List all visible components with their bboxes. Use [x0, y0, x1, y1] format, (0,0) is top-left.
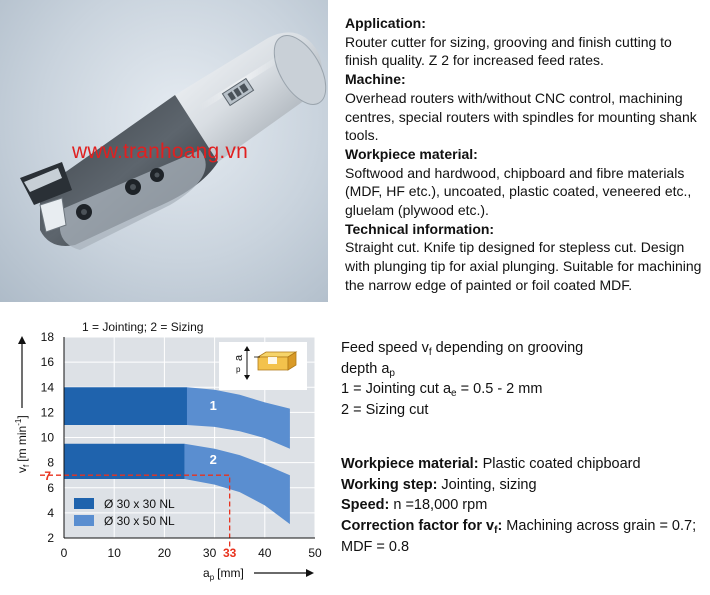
x-tick-label: 30 [202, 546, 217, 560]
y-axis-label-v: v [15, 467, 29, 473]
workpiece-info [341, 454, 706, 558]
band-label-1: 1 [209, 397, 217, 413]
feed-line-2: depth $a_p$ [341, 360, 395, 379]
feed-line-3: 1 = Jointing cut $a_e = 0.5 - 2$ mm [341, 381, 543, 399]
band-label-2: 2 [209, 451, 217, 467]
band-region-2-series-1 [64, 444, 184, 479]
y-tick-label: 4 [47, 505, 54, 520]
inset-label-a: a [233, 354, 245, 361]
y-tick-label: 6 [47, 480, 54, 495]
y-axis-label-f: f [22, 464, 31, 467]
y-tick-label: 12 [40, 405, 54, 420]
x-axis-label [203, 566, 244, 582]
x-tick-label: 40 [258, 546, 272, 560]
y-tick-label: 10 [40, 430, 54, 445]
working-step-line: Working step: Jointing, sizing [341, 476, 537, 493]
machine-heading: Machine: [345, 71, 406, 88]
x-axis-label-a: a [203, 566, 210, 580]
y-tick-label: 14 [40, 380, 54, 395]
x-tick-label: 20 [157, 546, 172, 560]
y-tick-label: 18 [40, 330, 54, 344]
workpiece-heading: Workpiece material: [345, 145, 478, 162]
x-tick-label: 0 [60, 546, 68, 560]
feed-speed-notes [341, 338, 706, 420]
application-heading: Application: [345, 15, 426, 31]
correction-factor-line: Correction factor for $v_f$: Machining across grain = 0.7; MDF = 0.8 [341, 518, 697, 555]
machine-text: Overhead routers with/without CNC control, machining centres, special routers with spindles for mounting shank tools. [345, 89, 697, 144]
y-tick-label: 8 [47, 455, 54, 470]
y-tick-label: 16 [40, 355, 54, 370]
x-axis-label-unit: [mm] [217, 566, 244, 580]
y-axis-label [14, 415, 31, 473]
svg-text:vf[m min-1] [14, 415, 31, 473]
y-axis-label-unit-end: ] [15, 415, 29, 419]
watermark-text: www.tranhoang.vn [72, 140, 248, 163]
speed-line: Speed: n =18,000 rpm [341, 497, 488, 514]
workpiece-material-line: Workpiece material: Plastic coated chipboard [341, 456, 641, 472]
technical-heading: Technical information: [345, 220, 495, 237]
legend-swatch-1 [74, 498, 94, 509]
feed-speed-chart [0, 312, 335, 590]
legend-label-2: Ø 30 x 50 NL [104, 514, 175, 528]
feed-line-4: 2 = Sizing cut [341, 401, 429, 418]
legend-swatch-2 [74, 515, 94, 526]
annotation-y-label: 7 [44, 469, 51, 484]
annotation-x-label: 33 [222, 546, 237, 560]
y-tick-label: 2 [47, 531, 54, 545]
inset-label-p: p [236, 365, 241, 374]
chart-title: 1 = Jointing; 2 = Sizing [82, 320, 204, 334]
technical-text: Straight cut. Knife tip designed for stepless cut. Design with plunging tip for axial plunging. Suitable for machining the narrow edge of painted or foil coated MDF. [345, 239, 702, 293]
x-tick-label: 50 [308, 546, 322, 560]
feed-line-1: Feed speed $v_f$ depending on grooving [341, 340, 584, 358]
product-description [345, 14, 705, 295]
workpiece-text: Softwood and hardwood, chipboard and fibre materials (MDF, HF etc.), uncoated, plastic coated, veneered etc., gluelam (plywood etc.). [345, 164, 692, 219]
groove-depth-inset [219, 342, 307, 390]
x-tick-label: 10 [107, 546, 121, 560]
band-region-1-series-1 [64, 387, 187, 425]
chart-svg [0, 312, 335, 590]
application-text: Router cutter for sizing, grooving and finish cutting to finish quality. Z 2 for increased feed rates. [345, 33, 672, 69]
y-axis-label-unit-sup: -1 [14, 418, 23, 426]
legend-label-1: Ø 30 x 30 NL [104, 497, 175, 511]
product-photo [0, 0, 328, 302]
y-axis-label-unit: [m min [15, 425, 29, 462]
x-axis-label-p: p [209, 573, 215, 582]
